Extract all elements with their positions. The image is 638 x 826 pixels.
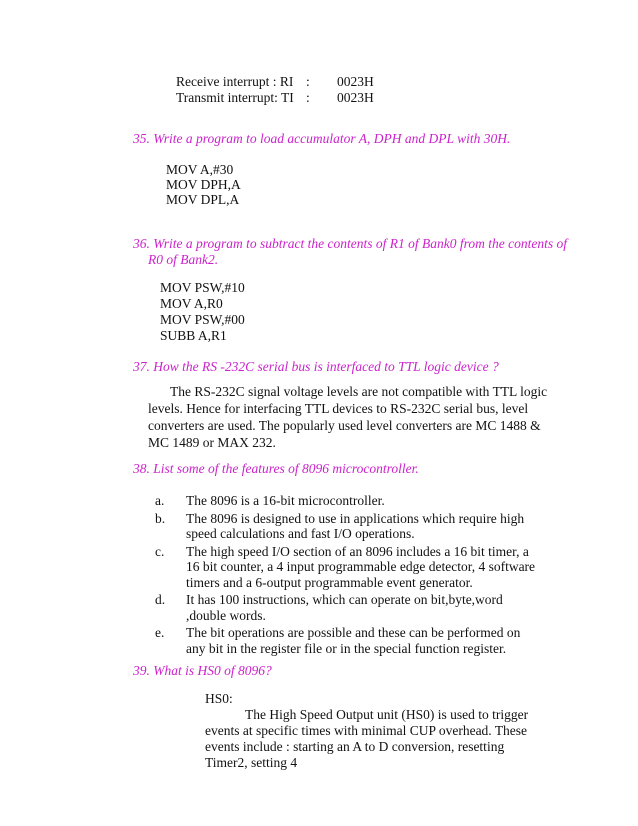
question-37-answer: The RS-232C signal voltage levels are not compatible with TTL logic levels. Hence for interfacing TTL devices to RS-232C serial bus, level converters are used. The popularly used level converters are MC 1488 & MC 1489 or MAX 232. — [148, 384, 548, 450]
question-37-heading: 37. How the RS -232C serial bus is interfaced to TTL logic device ? — [133, 359, 499, 374]
code-line: MOV A,#30 — [166, 162, 234, 177]
interrupt-address: 0023H — [337, 90, 374, 105]
list-marker: a. — [155, 493, 165, 508]
list-marker: d. — [155, 592, 166, 607]
interrupt-name: Receive interrupt : RI — [176, 74, 294, 89]
list-marker: b. — [155, 510, 166, 526]
code-line: MOV DPH,A — [166, 177, 241, 192]
interrupt-address: 0023H — [337, 74, 374, 89]
question-36-heading: 36. Write a program to subtract the contents of R1 of Bank0 from the contents of — [133, 236, 567, 251]
list-item — [155, 511, 540, 542]
list-marker: e. — [155, 625, 165, 640]
list-marker: c. — [155, 543, 165, 559]
list-item-text: The high speed I/O section of an 8096 includes a 16 bit timer, a 16 bit counter, a 4 input programmable edge detector, 4 software timers and a 6-output programmable event generator. — [186, 543, 536, 590]
question-35-heading: 35. Write a program to load accumulator A, DPH and DPL with 30H. — [133, 131, 511, 146]
code-line: SUBB A,R1 — [160, 328, 227, 343]
code-line: MOV DPL,A — [166, 192, 240, 207]
list-item — [155, 592, 540, 623]
question-39-heading: 39. What is HS0 of 8096? — [133, 663, 272, 678]
list-item-text: It has 100 instructions, which can operate on bit,byte,word ,double words. — [186, 592, 503, 623]
list-item-text: The bit operations are possible and these can be performed on any bit in the register file or in the special function register. — [186, 625, 521, 656]
list-item-text: The 8096 is designed to use in applications which require high speed calculations and fast I/O operations. — [186, 510, 525, 541]
question-36-heading-cont: R0 of Bank2. — [148, 252, 219, 267]
list-item — [155, 493, 540, 509]
hs0-label: HS0: — [205, 691, 233, 706]
interrupt-separator: : — [306, 74, 310, 89]
code-line: MOV PSW,#10 — [160, 280, 245, 295]
question-38-heading: 38. List some of the features of 8096 microcontroller. — [133, 461, 419, 476]
list-item — [155, 625, 540, 656]
code-line: MOV PSW,#00 — [160, 312, 245, 327]
code-line: MOV A,R0 — [160, 296, 223, 311]
list-item-text: The 8096 is a 16-bit microcontroller. — [186, 493, 385, 508]
list-item — [155, 544, 540, 591]
interrupt-separator: : — [306, 90, 310, 105]
interrupt-name: Transmit interrupt: TI — [176, 90, 294, 105]
feature-list — [155, 493, 540, 658]
question-39-answer: The High Speed Output unit (HS0) is used to trigger events at specific times with minimal CUP overhead. These events include : starting an A to D conversion, resetting Timer2, setting 4 — [205, 707, 529, 770]
